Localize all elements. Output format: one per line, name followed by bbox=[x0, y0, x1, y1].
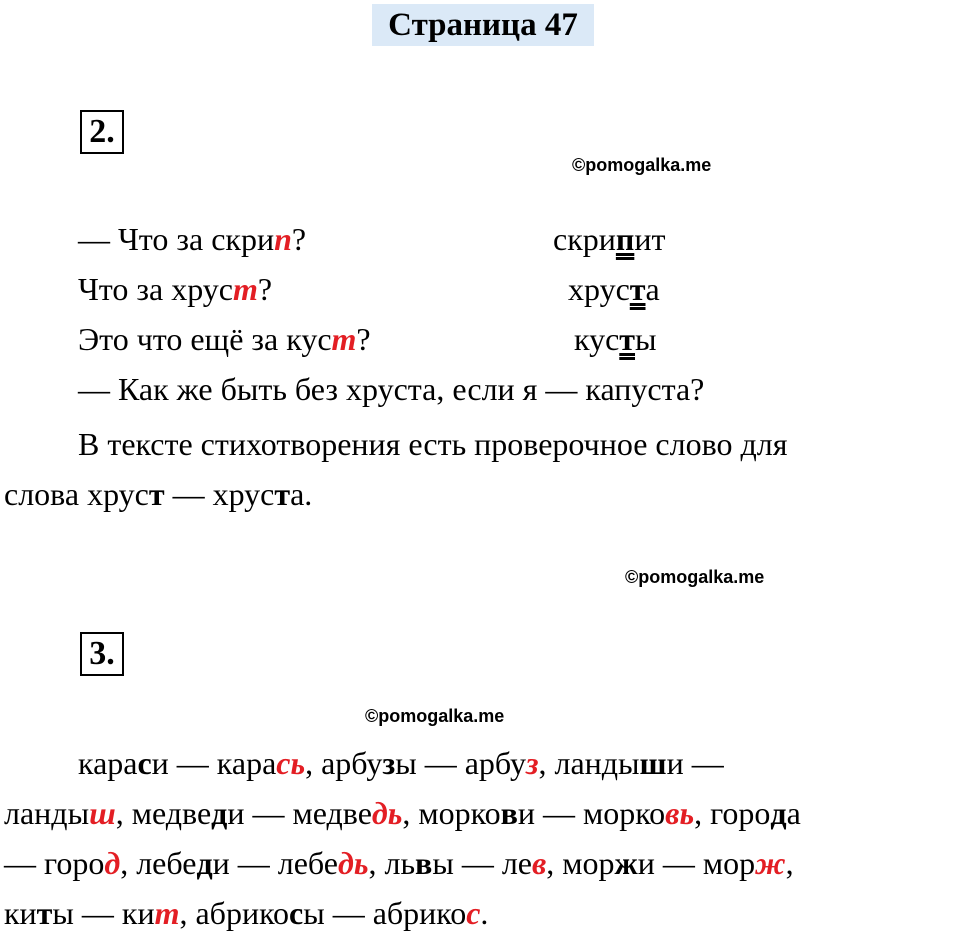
text-segment: Что за хрус bbox=[78, 271, 233, 307]
highlighted-letter: т bbox=[331, 321, 357, 357]
highlighted-letter: ш bbox=[89, 795, 116, 831]
highlighted-letter: з bbox=[525, 745, 539, 781]
bold-letter: д bbox=[770, 795, 787, 831]
text-segment: , ланды bbox=[538, 745, 640, 781]
text-segment: ит bbox=[634, 221, 666, 257]
text-segment: ы — абрико bbox=[303, 895, 467, 931]
text-segment: , мор bbox=[546, 845, 615, 881]
task-3-number: 3. bbox=[80, 632, 124, 676]
bold-letter: ж bbox=[614, 845, 638, 881]
check-word-2 bbox=[568, 269, 660, 309]
task-2-number: 2. bbox=[80, 110, 124, 154]
check-letter: т bbox=[629, 271, 646, 307]
conclusion-line-2 bbox=[4, 474, 312, 514]
page-title: Страница 47 bbox=[372, 4, 594, 46]
text-segment: и — bbox=[666, 745, 724, 781]
text-segment: Это что ещё за кус bbox=[78, 321, 332, 357]
poem-line-2 bbox=[78, 269, 272, 309]
bold-letter: т bbox=[148, 476, 165, 512]
answer-line-4 bbox=[4, 893, 488, 933]
text-segment: и — морко bbox=[517, 795, 666, 831]
watermark: ©pomogalka.me bbox=[572, 155, 712, 175]
highlighted-letter: вь bbox=[665, 795, 695, 831]
bold-letter: ш bbox=[639, 745, 667, 781]
bold-letter: с bbox=[137, 745, 152, 781]
poem-line-3 bbox=[78, 319, 371, 359]
bold-letter: в bbox=[415, 845, 433, 881]
answer-line-1 bbox=[78, 743, 724, 783]
text-segment: — Что за скри bbox=[78, 221, 275, 257]
text-segment: , морко bbox=[402, 795, 501, 831]
text-segment: , лебе bbox=[120, 845, 197, 881]
text-segment: , арбу bbox=[305, 745, 383, 781]
text-segment: В тексте стихотворения есть проверочное слово для bbox=[78, 426, 788, 462]
text-segment: ы — арбу bbox=[395, 745, 526, 781]
text-segment: ? bbox=[356, 321, 371, 357]
check-word-1 bbox=[553, 219, 665, 259]
check-word-3 bbox=[574, 319, 657, 359]
text-segment: и — мор bbox=[637, 845, 756, 881]
text-segment: , bbox=[785, 845, 794, 881]
highlighted-letter: т bbox=[232, 271, 258, 307]
text-segment: ? bbox=[257, 271, 273, 307]
text-segment: — хрус bbox=[164, 476, 275, 512]
text-segment: и — кара bbox=[151, 745, 277, 781]
text-segment: ы — ле bbox=[432, 845, 532, 881]
poem-line-4 bbox=[78, 369, 704, 409]
text-segment: и — лебе bbox=[212, 845, 338, 881]
highlighted-letter: т bbox=[154, 895, 180, 931]
text-segment: слова хрус bbox=[4, 476, 149, 512]
highlighted-letter: дь bbox=[371, 795, 403, 831]
check-letter: т bbox=[619, 321, 636, 357]
text-segment: , ль bbox=[368, 845, 416, 881]
text-segment: ы bbox=[635, 321, 657, 357]
highlighted-letter: дь bbox=[337, 845, 369, 881]
answer-line-2 bbox=[4, 793, 801, 833]
bold-letter: т bbox=[36, 895, 53, 931]
text-segment: , медве bbox=[115, 795, 212, 831]
highlighted-letter: в bbox=[532, 845, 547, 881]
watermark: ©pomogalka.me bbox=[365, 706, 505, 726]
bold-letter: с bbox=[288, 895, 304, 931]
text-segment: а bbox=[645, 271, 660, 307]
text-segment: ланды bbox=[4, 795, 90, 831]
text-segment: скри bbox=[553, 221, 616, 257]
bold-letter: д bbox=[196, 845, 213, 881]
answer-line-3 bbox=[4, 843, 794, 883]
text-segment: кус bbox=[574, 321, 620, 357]
text-segment: а. bbox=[290, 476, 313, 512]
watermark: ©pomogalka.me bbox=[625, 567, 765, 587]
text-segment: . bbox=[480, 895, 489, 931]
bold-letter: д bbox=[211, 795, 228, 831]
highlighted-letter: сь bbox=[276, 745, 306, 781]
text-segment: а bbox=[786, 795, 801, 831]
poem-line-1 bbox=[78, 219, 306, 259]
text-segment: ? bbox=[291, 221, 307, 257]
check-letter: п bbox=[615, 221, 635, 257]
highlighted-letter: с bbox=[466, 895, 481, 931]
bold-letter: з bbox=[382, 745, 396, 781]
text-segment: кара bbox=[78, 745, 138, 781]
text-segment: , горо bbox=[694, 795, 771, 831]
highlighted-letter: ж bbox=[755, 845, 786, 881]
text-segment: хрус bbox=[568, 271, 630, 307]
text-segment: и — медве bbox=[227, 795, 372, 831]
text-segment: — горо bbox=[4, 845, 105, 881]
bold-letter: т bbox=[274, 476, 291, 512]
bold-letter: в bbox=[500, 795, 518, 831]
text-segment: , абрико bbox=[179, 895, 289, 931]
highlighted-letter: п bbox=[274, 221, 292, 257]
text-segment: ки bbox=[4, 895, 37, 931]
highlighted-letter: д bbox=[104, 845, 121, 881]
text-segment: ы — ки bbox=[52, 895, 155, 931]
conclusion-line-1 bbox=[78, 424, 787, 464]
text-segment: — Как же быть без хруста, если я — капуста? bbox=[78, 371, 705, 407]
